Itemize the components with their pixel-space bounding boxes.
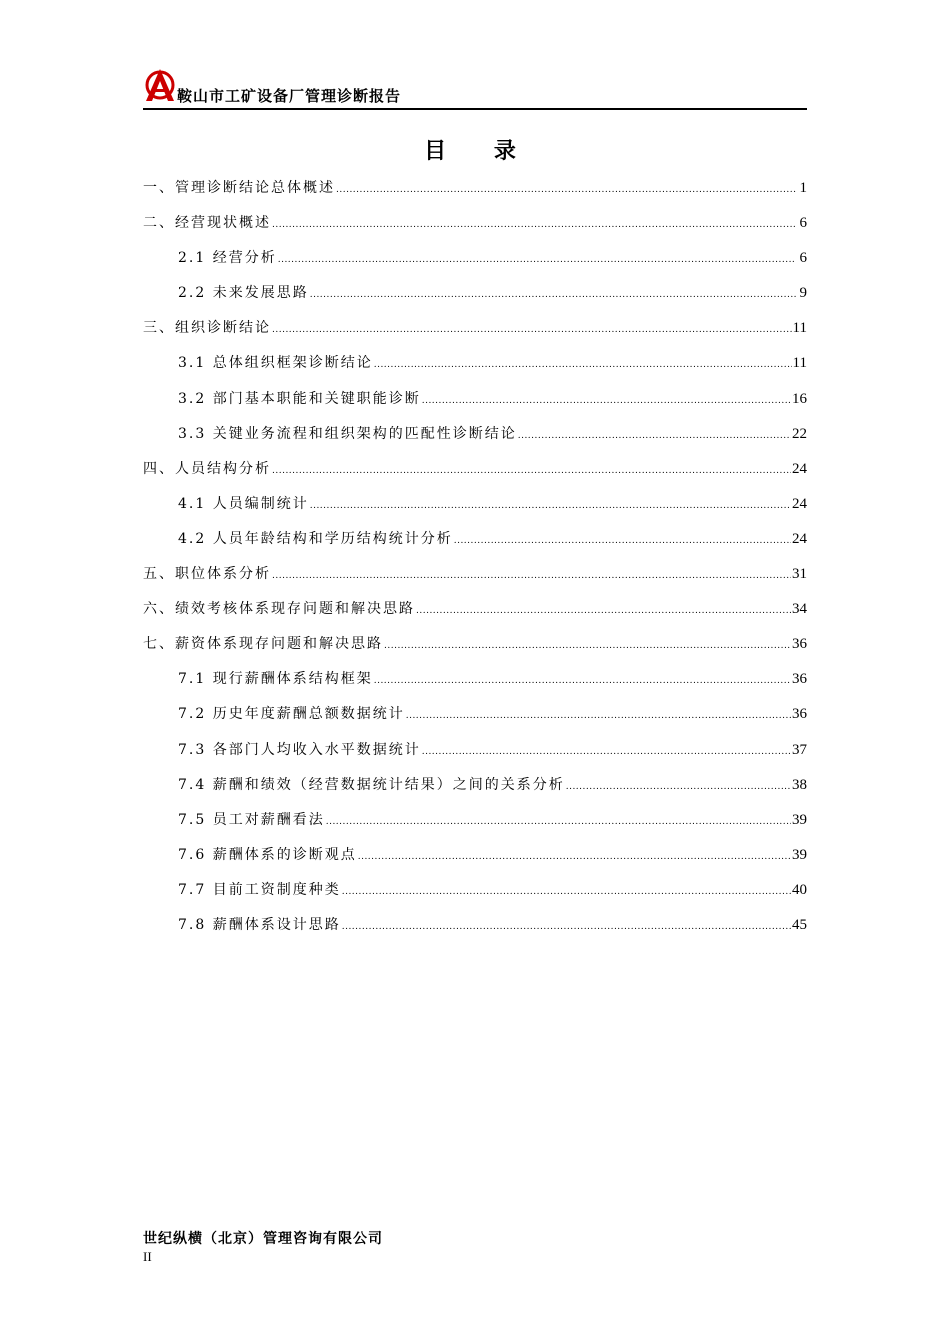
report-title: 鞍山市工矿设备厂管理诊断报告 — [177, 87, 402, 105]
footer-page-number: II — [143, 1249, 152, 1264]
toc-entry-text: 3.1 总体组织框架诊断结论 — [178, 355, 373, 372]
toc-dot-leader — [272, 564, 791, 588]
toc-entry[interactable] — [143, 702, 807, 737]
toc-entry-page: 36 — [792, 671, 807, 688]
toc-entry-page: 39 — [792, 811, 807, 828]
toc-dot-leader — [374, 669, 791, 693]
toc-entry-text: 4.2 人员年龄结构和学历结构统计分析 — [178, 530, 453, 547]
toc-entry-text: 7.4 薪酬和绩效（经营数据统计结果）之间的关系分析 — [178, 776, 565, 793]
toc-entry[interactable] — [143, 632, 807, 667]
toc-entry[interactable] — [143, 281, 807, 316]
toc-entry[interactable] — [143, 773, 807, 808]
toc-dot-leader — [422, 389, 791, 413]
toc-entry-page: 22 — [792, 425, 807, 442]
toc-dot-leader — [416, 599, 791, 623]
toc-entry-page: 36 — [792, 636, 807, 653]
toc-entry[interactable] — [143, 878, 807, 913]
toc-entry[interactable] — [143, 808, 807, 843]
toc-dot-leader — [566, 775, 791, 799]
toc-entry[interactable] — [143, 597, 807, 632]
toc-entry-text: 四、人员结构分析 — [143, 460, 271, 477]
toc-entry-page: 24 — [792, 495, 807, 512]
toc-entry-text: 五、职位体系分析 — [143, 566, 271, 583]
toc-entry[interactable] — [143, 527, 807, 562]
toc-entry-page: 31 — [792, 566, 807, 583]
toc-entry[interactable] — [143, 387, 807, 422]
toc-entry-text: 七、薪资体系现存问题和解决思路 — [143, 636, 383, 653]
toc-dot-leader — [422, 740, 791, 764]
toc-dot-leader — [374, 353, 792, 377]
toc-entry-text: 7.3 各部门人均收入水平数据统计 — [178, 741, 421, 758]
toc-entry-text: 3.2 部门基本职能和关键职能诊断 — [178, 390, 421, 407]
toc-entry[interactable] — [143, 422, 807, 457]
footer-company: 世纪纵横（北京）管理咨询有限公司 — [143, 1231, 383, 1247]
toc-entry[interactable] — [143, 562, 807, 597]
toc-entry-text: 一、管理诊断结论总体概述 — [143, 180, 335, 196]
toc-entry[interactable] — [143, 738, 807, 773]
toc-dot-leader — [342, 880, 791, 904]
toc-entry-page: 1 — [799, 180, 807, 196]
toc-entry-text: 2.1 经营分析 — [178, 250, 277, 267]
toc-entry[interactable] — [143, 316, 807, 351]
toc-entry[interactable] — [143, 667, 807, 702]
table-of-contents — [143, 176, 807, 948]
toc-entry-page: 24 — [792, 460, 807, 477]
toc-entry-text: 7.6 薪酬体系的诊断观点 — [178, 846, 357, 863]
toc-dot-leader — [278, 248, 796, 272]
toc-entry-page: 9 — [799, 285, 807, 302]
toc-entry-page: 16 — [792, 390, 807, 407]
toc-entry-page: 40 — [792, 881, 807, 898]
toc-entry[interactable] — [143, 913, 807, 948]
toc-entry-text: 二、经营现状概述 — [143, 215, 271, 232]
toc-dot-leader — [518, 424, 791, 448]
toc-entry-text: 3.3 关键业务流程和组织架构的匹配性诊断结论 — [178, 425, 517, 442]
toc-entry-text: 三、组织诊断结论 — [143, 320, 271, 337]
toc-entry[interactable] — [143, 843, 807, 878]
toc-entry-page: 34 — [792, 601, 807, 618]
toc-dot-leader — [326, 810, 791, 834]
toc-entry-page: 11 — [792, 320, 807, 337]
toc-dot-leader — [272, 459, 791, 483]
toc-entry-text: 2.2 未来发展思路 — [178, 285, 309, 302]
toc-entry[interactable] — [143, 457, 807, 492]
toc-dot-leader — [310, 283, 796, 307]
toc-dot-leader — [406, 704, 791, 728]
toc-entry-page: 11 — [792, 355, 807, 372]
toc-entry-text: 7.1 现行薪酬体系结构框架 — [178, 671, 373, 688]
toc-dot-leader — [384, 634, 791, 658]
toc-dot-leader — [454, 529, 791, 553]
toc-entry-page: 37 — [792, 741, 807, 758]
toc-entry-page: 45 — [792, 916, 807, 933]
toc-dot-leader — [310, 494, 791, 518]
company-logo-icon — [143, 68, 177, 102]
toc-entry-text: 7.7 目前工资制度种类 — [178, 881, 341, 898]
toc-entry-text: 4.1 人员编制统计 — [178, 495, 309, 512]
toc-entry-page: 6 — [799, 215, 807, 232]
toc-entry[interactable] — [143, 492, 807, 527]
toc-entry-text: 六、绩效考核体系现存问题和解决思路 — [143, 601, 415, 618]
toc-entry[interactable] — [143, 351, 807, 386]
toc-entry[interactable] — [143, 176, 807, 211]
toc-entry-page: 38 — [792, 776, 807, 793]
toc-heading: 目 录 — [424, 139, 536, 164]
toc-dot-leader — [272, 213, 796, 237]
toc-entry-page: 24 — [792, 530, 807, 547]
toc-dot-leader — [342, 915, 791, 939]
toc-entry-text: 7.5 员工对薪酬看法 — [178, 811, 325, 828]
toc-dot-leader — [272, 318, 792, 342]
toc-entry[interactable] — [143, 246, 807, 281]
toc-entry-text: 7.8 薪酬体系设计思路 — [178, 916, 341, 933]
toc-entry-text: 7.2 历史年度薪酬总额数据统计 — [178, 706, 405, 723]
page-header — [143, 66, 807, 110]
toc-entry[interactable] — [143, 211, 807, 246]
toc-entry-page: 6 — [799, 250, 807, 267]
toc-entry-page: 36 — [792, 706, 807, 723]
toc-dot-leader — [336, 178, 796, 202]
toc-dot-leader — [358, 845, 791, 869]
toc-entry-page: 39 — [792, 846, 807, 863]
